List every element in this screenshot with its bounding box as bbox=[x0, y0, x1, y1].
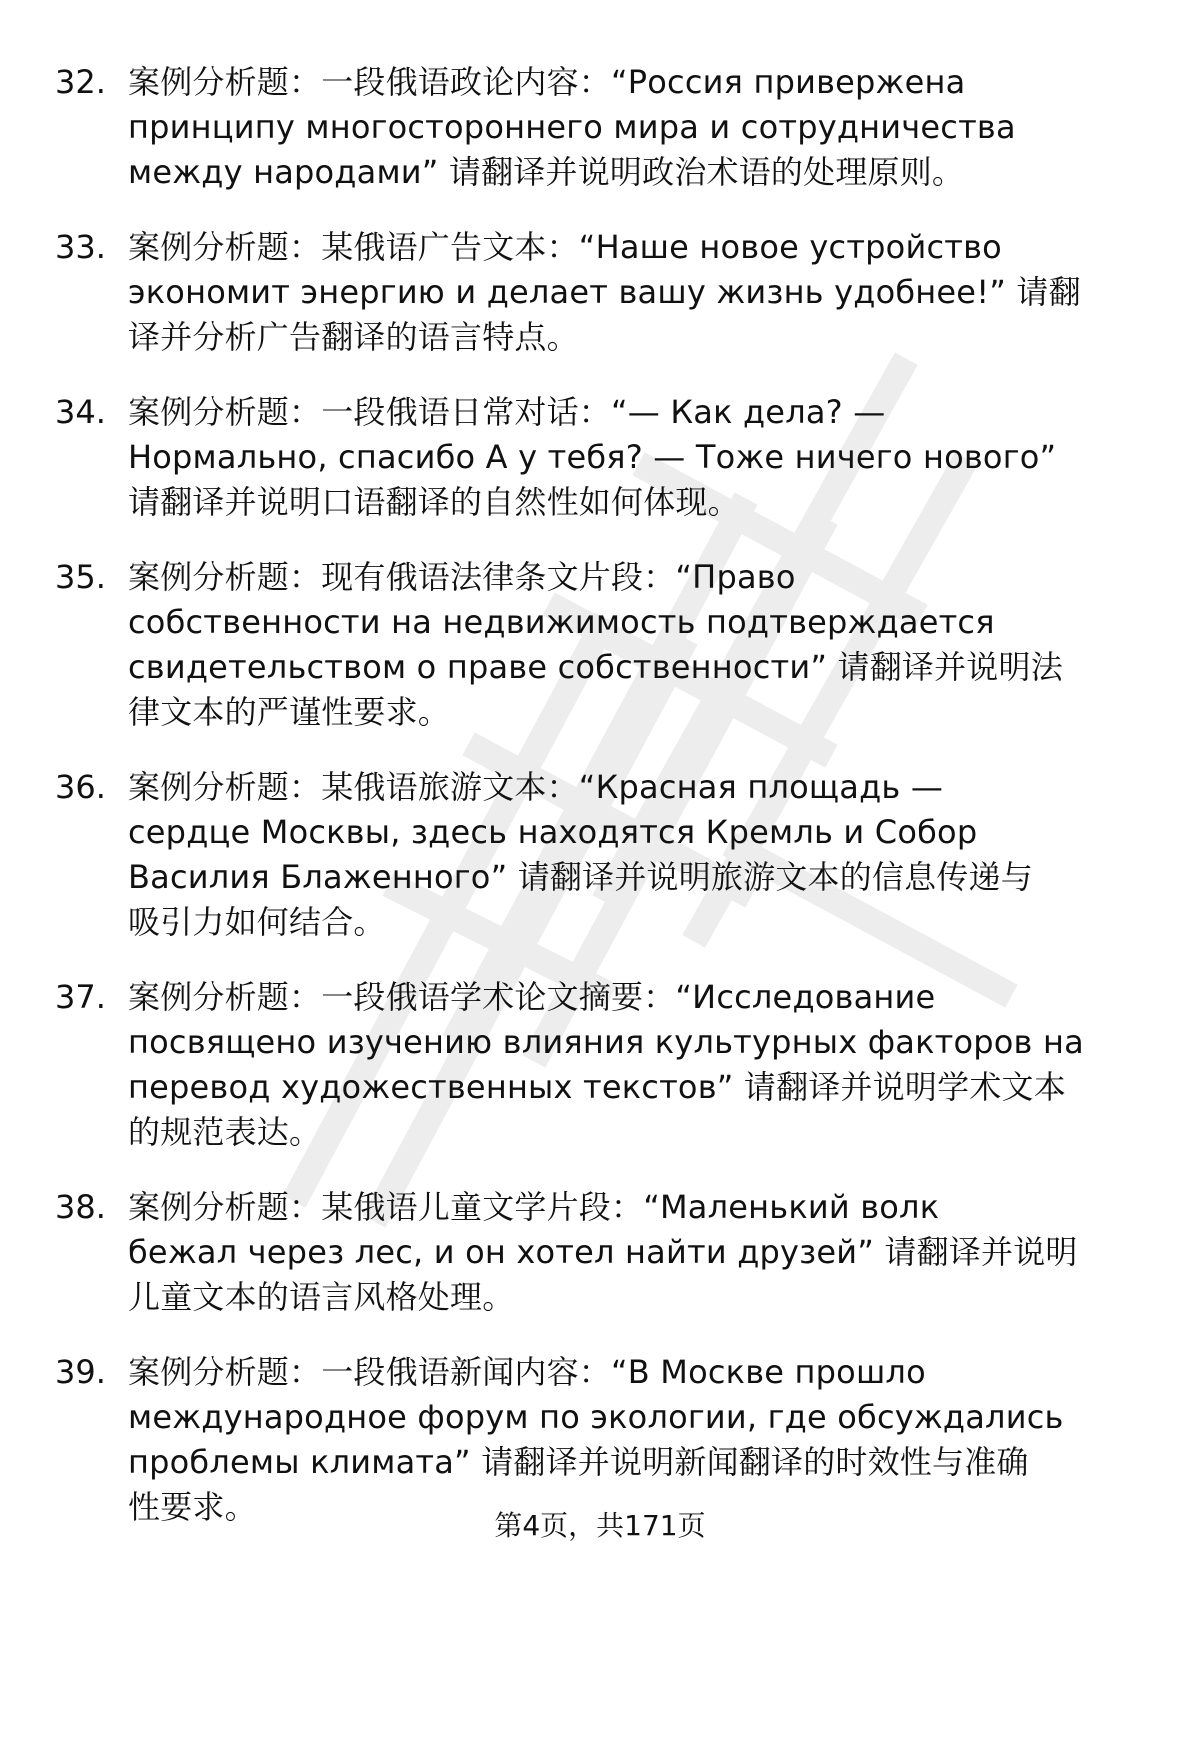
question-text bbox=[128, 1350, 1200, 1530]
question-line: проблемы климата” 请翻译并说明新闻翻译的时效性与准确 bbox=[128, 1443, 1029, 1481]
question-text bbox=[128, 765, 1200, 945]
question-line: 吸引力如何结合。 bbox=[128, 903, 386, 941]
question-line: 性要求。 bbox=[128, 1488, 257, 1526]
question-text bbox=[128, 555, 1200, 735]
question-number: 33. bbox=[55, 228, 106, 266]
question-line: сердце Москвы, здесь находятся Кремль и Собор bbox=[128, 813, 978, 851]
question-item bbox=[0, 390, 1200, 525]
question-item bbox=[0, 555, 1200, 735]
question-list bbox=[0, 60, 1200, 1560]
page-indicator: 第4页，共171页 bbox=[494, 1509, 706, 1542]
question-item bbox=[0, 225, 1200, 360]
question-line: 案例分析题：某俄语旅游文本：“Красная площадь — bbox=[128, 768, 944, 806]
question-number: 38. bbox=[55, 1188, 106, 1226]
question-line: посвящено изучению влияния культурных факторов на bbox=[128, 1023, 1084, 1061]
question-line: 案例分析题：一段俄语新闻内容：“В Москве прошло bbox=[128, 1353, 926, 1391]
question-line: 律文本的严谨性要求。 bbox=[128, 693, 451, 731]
question-number: 39. bbox=[55, 1353, 106, 1391]
question-line: 的规范表达。 bbox=[128, 1113, 322, 1151]
question-item bbox=[0, 975, 1200, 1155]
question-text bbox=[128, 975, 1200, 1155]
question-text bbox=[128, 390, 1200, 525]
question-line: 案例分析题：一段俄语学术论文摘要：“Исследование bbox=[128, 978, 936, 1016]
question-line: принципу многостороннего мира и сотрудничества bbox=[128, 108, 1016, 146]
question-line: Нормально, спасибо А у тебя? — Тоже ничего нового” bbox=[128, 438, 1057, 476]
question-line: 案例分析题：某俄语儿童文学片段：“Маленький волк bbox=[128, 1188, 940, 1226]
question-number: 32. bbox=[55, 63, 106, 101]
question-text bbox=[128, 60, 1200, 195]
question-line: между народами” 请翻译并说明政治术语的处理原则。 bbox=[128, 153, 965, 191]
question-line: 儿童文本的语言风格处理。 bbox=[128, 1278, 515, 1316]
question-text bbox=[128, 225, 1200, 360]
question-number: 34. bbox=[55, 393, 106, 431]
question-line: перевод художественных текстов” 请翻译并说明学术文本 bbox=[128, 1068, 1066, 1106]
question-number: 36. bbox=[55, 768, 106, 806]
question-line: Василия Блаженного” 请翻译并说明旅游文本的信息传递与 bbox=[128, 858, 1033, 896]
question-line: свидетельством о праве собственности” 请翻译并说明法 bbox=[128, 648, 1063, 686]
question-line: международное форум по экологии, где обсуждались bbox=[128, 1398, 1064, 1436]
question-line: 案例分析题：一段俄语政论内容：“Россия привержена bbox=[128, 63, 966, 101]
question-line: 案例分析题：一段俄语日常对话：“— Как дела? — bbox=[128, 393, 886, 431]
question-number: 37. bbox=[55, 978, 106, 1016]
question-item bbox=[0, 765, 1200, 945]
question-line: 案例分析题：某俄语广告文本：“Наше новое устройство bbox=[128, 228, 1002, 266]
question-item bbox=[0, 1350, 1200, 1530]
question-item bbox=[0, 1185, 1200, 1320]
question-line: 案例分析题：现有俄语法律条文片段：“Право bbox=[128, 558, 796, 596]
question-number: 35. bbox=[55, 558, 106, 596]
question-text bbox=[128, 1185, 1200, 1320]
question-line: 请翻译并说明口语翻译的自然性如何体现。 bbox=[128, 483, 740, 521]
question-line: собственности на недвижимость подтверждается bbox=[128, 603, 995, 641]
question-line: бежал через лес, и он хотел найти друзей” 请翻译并说明 bbox=[128, 1233, 1078, 1271]
question-item bbox=[0, 60, 1200, 195]
question-line: экономит энергию и делает вашу жизнь удобнее!” 请翻 bbox=[128, 273, 1081, 311]
question-line: 译并分析广告翻译的语言特点。 bbox=[128, 318, 579, 356]
